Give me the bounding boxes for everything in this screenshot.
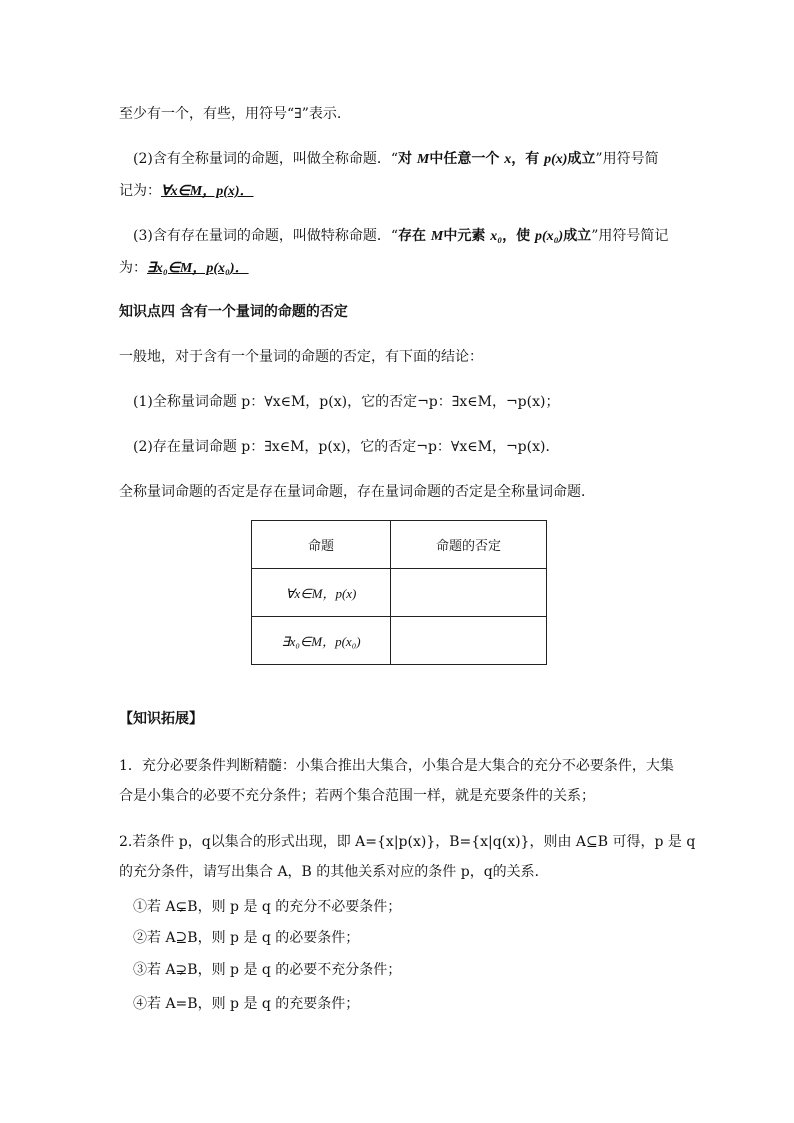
extension-heading: 【知识拓展】 (119, 711, 203, 727)
extension-item-2-line-1: 2.若条件 p，q以集合的形式出现，即 A={x|p(x)}，B={x|q(x)}，则由 A⊆B 可得，p 是 q (119, 834, 696, 850)
condition-1: ①若 A⊊B，则 p 是 q 的充分不必要条件； (133, 899, 402, 915)
negation-rule-2: (2)存在量词命题 p：∃x∈M，p(x)，它的否定¬p：∀x∈M，¬p(x)． (133, 439, 560, 455)
extension-item-2-line-2: 的充分条件，请写出集合 A，B 的其他关系对应的条件 p，q的关系． (119, 864, 549, 880)
universal-notation: 记为：∀x∈M，p(x)． (119, 183, 254, 199)
condition-4: ④若 A=B，则 p 是 q 的充要条件； (133, 996, 360, 1012)
extension-item-1-line-2: 合是小集合的必要不充分条件；若两个集合范围一样，就是充要条件的关系； (119, 788, 595, 804)
extension-item-1-line-1: 1．充分必要条件判断精髓：小集合推出大集合，小集合是大集合的充分不必要条件，大集 (119, 758, 674, 774)
table-cell (391, 617, 547, 665)
paragraph-universal-definition: (2)含有全称量词的命题，叫做全称命题．“对 M中任意一个 x，有 p(x)成立”用符号简 (133, 151, 659, 167)
table-header: 命题 (252, 521, 391, 569)
table-cell (391, 569, 547, 617)
section-heading: 知识点四 含有一个量词的命题的否定 (119, 304, 348, 320)
condition-2: ②若 A⊇B，则 p 是 q 的必要条件； (133, 930, 360, 946)
paragraph-quantifier-exists: 至少有一个，有些，用符号“∃”表示. (119, 106, 342, 122)
summary-text: 全称量词命题的否定是存在量词命题，存在量词命题的否定是全称量词命题． (119, 484, 595, 500)
condition-3: ③若 A⊋B，则 p 是 q 的必要不充分条件； (133, 962, 402, 978)
negation-table (251, 520, 547, 665)
table-header: 命题的否定 (391, 521, 547, 569)
paragraph-existential-definition: (3)含有存在量词的命题，叫做特称命题．“存在 M中元素 x₀，使 p(x₀)成立”用符号简记 (133, 228, 669, 244)
negation-rule-1: (1)全称量词命题 p：∀x∈M，p(x)，它的否定¬p：∃x∈M，¬p(x)； (133, 394, 560, 410)
table-cell: ∀x∈M，p(x) (252, 569, 391, 617)
existential-notation: 为：∃x₀∈M，p(x₀)． (119, 260, 249, 276)
table-cell: ∃x₀∈M，p(x₀) (252, 617, 391, 665)
intro-text: 一般地，对于含有一个量词的命题的否定，有下面的结论： (119, 349, 483, 365)
